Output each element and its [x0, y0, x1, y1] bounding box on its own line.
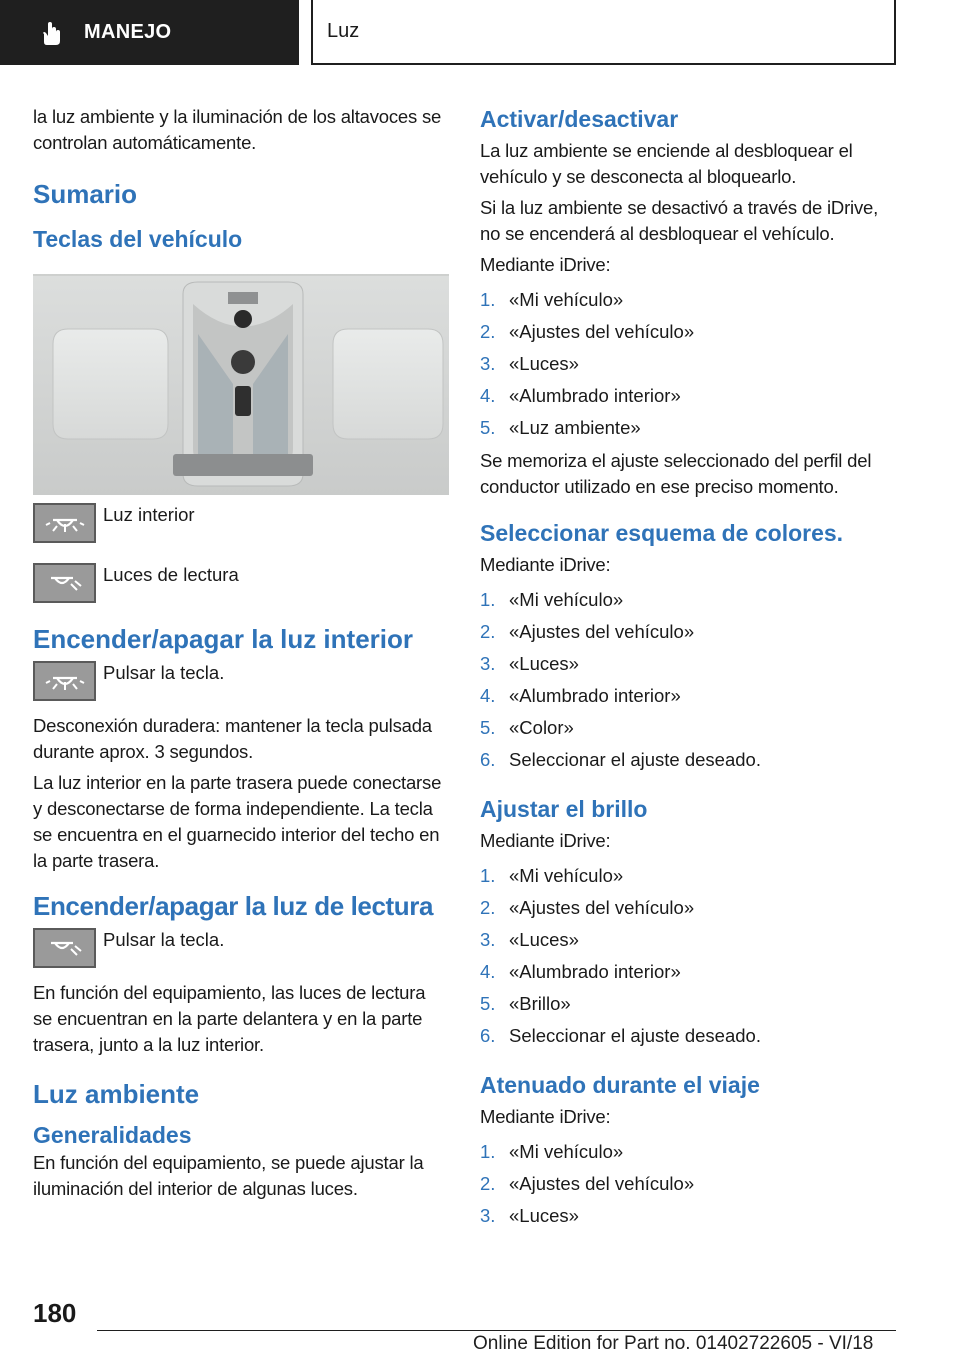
chapter-tab [311, 0, 896, 65]
list-item: 3. «Luces» [480, 353, 579, 374]
pulsar-lectura-label: Pulsar la tecla. [103, 929, 225, 950]
section-title: MANEJO [84, 21, 172, 43]
interior-light-button[interactable] [33, 503, 96, 543]
reading-light-icon [45, 935, 85, 961]
activar-text-2: Si la luz ambiente se desactivó a través de iDrive, no se encenderá al desbloquear el vehículo. [480, 197, 879, 244]
left-column [33, 104, 449, 1207]
pulsar-lectura-row [33, 928, 449, 968]
pulsar-interior-row [33, 661, 449, 701]
lectura-text: En función del equipamiento, las luces de lectura se encuentran en la parte delantera y en la parte trasera, junto a la luz interior. [33, 982, 426, 1055]
steps-list-2 [480, 584, 900, 776]
atenuado-heading: Atenuado durante el viaje [480, 1072, 760, 1098]
list-item: 5. «Luz ambiente» [480, 417, 641, 438]
reading-light-button-2[interactable] [33, 928, 96, 968]
mediante-idrive-3: Mediante iDrive: [480, 830, 611, 851]
list-item: 3. «Luces» [480, 653, 579, 674]
memoriza-text: Se memoriza el ajuste seleccionado del perfil del conductor utilizado en ese preciso momento. [480, 450, 872, 497]
list-item: 5. «Color» [480, 717, 574, 738]
list-item: 1. «Mi vehículo» [480, 1141, 624, 1162]
list-item: 3. «Luces» [480, 929, 579, 950]
list-item: 2. «Ajustes del vehículo» [480, 621, 695, 642]
section-tab [0, 0, 299, 65]
interior-light-icon [45, 510, 85, 536]
list-item: 2. «Ajustes del vehículo» [480, 321, 695, 342]
generalidades-text: En función del equipamiento, se puede ajustar la iluminación del interior de algunas luces. [33, 1152, 424, 1199]
list-item: 6. Seleccionar el ajuste deseado. [480, 1025, 761, 1046]
interior-light-button-2[interactable] [33, 661, 96, 701]
list-item: 4. «Alumbrado interior» [480, 685, 681, 706]
encender-interior-heading: Encender/apagar la luz interior [33, 624, 413, 654]
steps-list-3 [480, 860, 900, 1052]
activar-text-1: La luz ambiente se enciende al desbloquear el vehículo y se desconecta al bloquearlo. [480, 140, 853, 187]
key-lectura-label: Luces de lectura [103, 564, 239, 585]
key-lectura-row [33, 563, 449, 603]
key-luz-interior-row [33, 503, 449, 543]
list-item: 2. «Ajustes del vehículo» [480, 1173, 695, 1194]
list-item: 2. «Ajustes del vehículo» [480, 897, 695, 918]
trasera-text: La luz interior en la parte trasera puede conectarse y desconectarse de forma independiente. La tecla se encuentra en el guarnecido interior del techo en la parte trasera. [33, 772, 442, 871]
mediante-idrive-4: Mediante iDrive: [480, 1106, 611, 1127]
edition-note: Online Edition for Part no. 01402722605 - VI/18 [473, 1333, 874, 1354]
interior-light-icon [45, 668, 85, 694]
sumario-heading: Sumario [33, 179, 138, 209]
list-item: 4. «Alumbrado interior» [480, 385, 681, 406]
steering-hand-icon [38, 20, 64, 46]
intro-text: la luz ambiente y la iluminación de los altavoces se controlan automáticamente. [33, 106, 442, 153]
footer-divider [97, 1330, 896, 1331]
list-item: 6. Seleccionar el ajuste deseado. [480, 749, 761, 770]
teclas-heading: Teclas del vehículo [33, 226, 243, 252]
colores-heading: Seleccionar esquema de colores. [480, 520, 844, 546]
activar-heading: Activar/desactivar [480, 106, 679, 132]
desconexion-text: Desconexión duradera: mantener la tecla pulsada durante aprox. 3 segundos. [33, 715, 432, 762]
list-item: 5. «Brillo» [480, 993, 571, 1014]
chapter-title: Luz [327, 20, 360, 42]
reading-light-button[interactable] [33, 563, 96, 603]
list-item: 3. «Luces» [480, 1205, 579, 1226]
list-item: 1. «Mi vehículo» [480, 589, 624, 610]
key-luz-interior-label: Luz interior [103, 504, 195, 525]
mediante-idrive-1: Mediante iDrive: [480, 254, 611, 275]
steps-list-4 [480, 1136, 900, 1232]
list-item: 1. «Mi vehículo» [480, 865, 624, 886]
roof-console-photo [33, 274, 449, 495]
reading-light-icon [45, 570, 85, 596]
encender-lectura-heading: Encender/apagar la luz de lectura [33, 891, 434, 921]
list-item: 4. «Alumbrado interior» [480, 961, 681, 982]
mediante-idrive-2: Mediante iDrive: [480, 554, 611, 575]
page-number: 180 [33, 1298, 77, 1328]
steps-list-1 [480, 284, 900, 444]
right-column [480, 104, 900, 1236]
brillo-heading: Ajustar el brillo [480, 796, 648, 822]
pulsar-interior-label: Pulsar la tecla. [103, 662, 225, 683]
ambiente-heading: Luz ambiente [33, 1079, 200, 1109]
list-item: 1. «Mi vehículo» [480, 289, 624, 310]
generalidades-heading: Generalidades [33, 1122, 192, 1148]
